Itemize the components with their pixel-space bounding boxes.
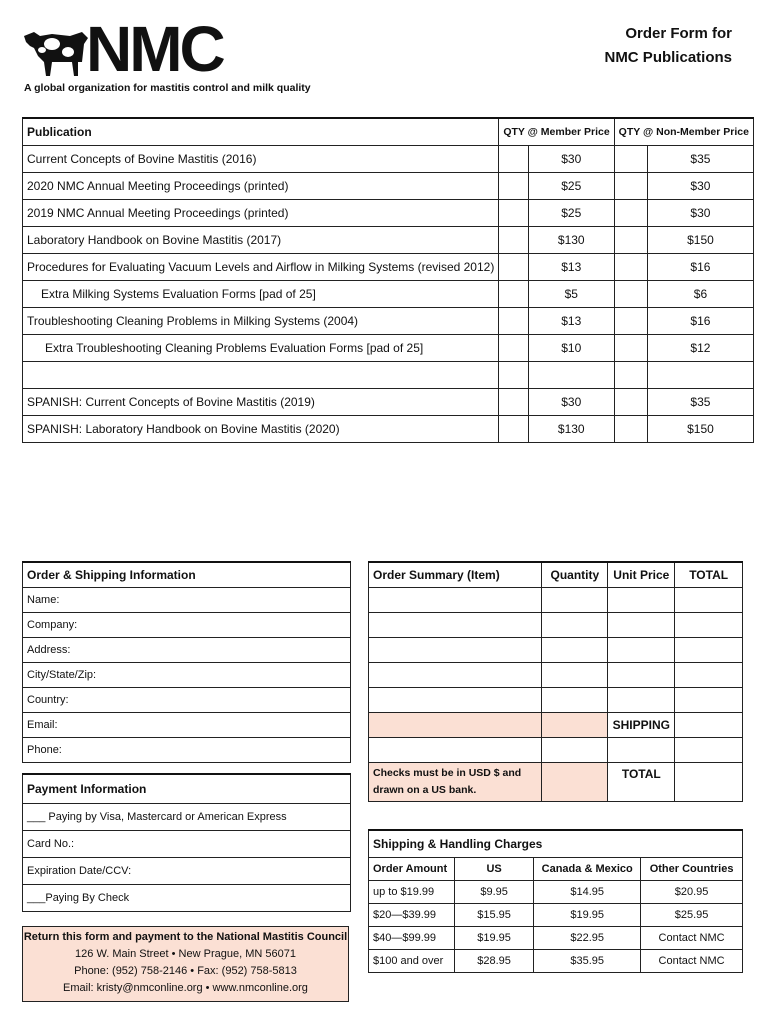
return-info-box: [22, 926, 349, 1002]
title-line-1: Order Form for: [625, 25, 732, 42]
member-price: $13: [528, 308, 614, 335]
publication-name: Current Concepts of Bovine Mastitis (2016): [23, 146, 499, 173]
summary-item-cell[interactable]: [369, 688, 542, 713]
table-row: [369, 904, 743, 927]
phone-field[interactable]: Phone:: [23, 738, 351, 763]
summary-item-cell[interactable]: [369, 588, 542, 613]
table-row: [23, 173, 754, 200]
summary-price-cell[interactable]: [608, 613, 675, 638]
member-price: $130: [528, 416, 614, 443]
nonmember-price: $16: [647, 308, 753, 335]
return-address: 126 W. Main Street • New Prague, MN 56071: [75, 948, 296, 960]
us-rate: $9.95: [454, 881, 533, 904]
nonmember-price: $6: [647, 281, 753, 308]
order-amount: $40—$99.99: [369, 927, 455, 950]
order-amount-header: Order Amount: [369, 858, 455, 881]
publication-name: SPANISH: Current Concepts of Bovine Mastitis (2019): [23, 389, 499, 416]
summary-total-header: TOTAL: [675, 562, 743, 588]
summary-item-cell[interactable]: [369, 738, 542, 763]
summary-total-cell[interactable]: [675, 613, 743, 638]
table-row: [23, 254, 754, 281]
member-qty-input[interactable]: [499, 389, 529, 416]
member-price-header: QTY @ Member Price: [499, 118, 614, 146]
member-qty-input[interactable]: [499, 335, 529, 362]
cow-icon: [22, 22, 92, 80]
page-title: [604, 22, 732, 70]
canada-mexico-rate: $19.95: [534, 904, 641, 927]
nonmember-qty-input[interactable]: [614, 281, 647, 308]
check-payment-option[interactable]: ___Paying By Check: [23, 885, 351, 912]
nonmember-qty-input[interactable]: [614, 389, 647, 416]
nonmember-price: $150: [647, 227, 753, 254]
return-email-web: Email: kristy@nmconline.org • www.nmconline.org: [63, 982, 308, 994]
payment-info-title: Payment Information: [23, 774, 351, 804]
nonmember-qty-input[interactable]: [614, 227, 647, 254]
publication-name: 2019 NMC Annual Meeting Proceedings (printed): [23, 200, 499, 227]
member-qty-input[interactable]: [499, 308, 529, 335]
summary-item-cell[interactable]: [369, 663, 542, 688]
summary-price-cell[interactable]: [608, 738, 675, 763]
city-state-zip-field[interactable]: City/State/Zip:: [23, 663, 351, 688]
summary-item-cell[interactable]: [369, 613, 542, 638]
order-amount: $20—$39.99: [369, 904, 455, 927]
table-row: [23, 308, 754, 335]
member-qty-input[interactable]: [499, 254, 529, 281]
publication-name: Troubleshooting Cleaning Problems in Milking Systems (2004): [23, 308, 499, 335]
nonmember-price: $35: [647, 389, 753, 416]
summary-total-cell[interactable]: [675, 588, 743, 613]
table-row: [23, 281, 754, 308]
other-rate: Contact NMC: [641, 950, 743, 973]
publication-name: Extra Troubleshooting Cleaning Problems Evaluation Forms [pad of 25]: [23, 335, 499, 362]
nonmember-price: $30: [647, 200, 753, 227]
order-summary-table: [368, 561, 743, 802]
nonmember-price: $35: [647, 146, 753, 173]
table-row: [369, 613, 743, 638]
summary-qty-cell[interactable]: [542, 613, 608, 638]
handling-header-row: [369, 858, 743, 881]
total-label: TOTAL: [608, 763, 675, 802]
check-currency-note: Checks must be in USD $ and drawn on a US bank.: [369, 763, 542, 802]
member-price: $30: [528, 389, 614, 416]
publication-name: Procedures for Evaluating Vacuum Levels and Airflow in Milking Systems (revised 2012): [23, 254, 499, 281]
table-row: [369, 881, 743, 904]
summary-item-cell[interactable]: [369, 638, 542, 663]
member-qty-input[interactable]: [499, 200, 529, 227]
email-field[interactable]: Email:: [23, 713, 351, 738]
table-row: [23, 200, 754, 227]
publications-table: [22, 117, 754, 443]
table-row: [23, 389, 754, 416]
nonmember-qty-input[interactable]: [614, 416, 647, 443]
payment-info-table: [22, 773, 351, 912]
member-price: $130: [528, 227, 614, 254]
table-row: [369, 638, 743, 663]
table-row: [369, 663, 743, 688]
publication-name: 2020 NMC Annual Meeting Proceedings (printed): [23, 173, 499, 200]
shipping-info-title: Order & Shipping Information: [23, 562, 351, 588]
member-qty-input[interactable]: [499, 281, 529, 308]
table-row: [23, 362, 754, 389]
publication-name: [23, 362, 499, 389]
summary-price-cell[interactable]: [608, 588, 675, 613]
summary-unit-price-header: Unit Price: [608, 562, 675, 588]
address-field[interactable]: Address:: [23, 638, 351, 663]
order-amount: $100 and over: [369, 950, 455, 973]
table-row: [369, 588, 743, 613]
us-header: US: [454, 858, 533, 881]
table-row: [369, 738, 743, 763]
us-rate: $28.95: [454, 950, 533, 973]
nonmember-qty-input[interactable]: [614, 335, 647, 362]
summary-item-header: Order Summary (Item): [369, 562, 542, 588]
summary-qty-cell[interactable]: [542, 588, 608, 613]
summary-total-cell[interactable]: [675, 663, 743, 688]
summary-total-cell[interactable]: [675, 738, 743, 763]
order-amount: up to $19.99: [369, 881, 455, 904]
expiration-ccv-field[interactable]: Expiration Date/CCV:: [23, 858, 351, 885]
shipping-row: [369, 713, 743, 738]
handling-charges-table: [368, 829, 743, 973]
order-summary-header-row: [369, 562, 743, 588]
shipping-spacer: [542, 713, 608, 738]
member-price: [528, 362, 614, 389]
card-number-field[interactable]: Card No.:: [23, 831, 351, 858]
nonmember-price: $150: [647, 416, 753, 443]
publication-name: SPANISH: Laboratory Handbook on Bovine Mastitis (2020): [23, 416, 499, 443]
other-rate: Contact NMC: [641, 927, 743, 950]
table-row: [23, 146, 754, 173]
summary-qty-cell[interactable]: [542, 688, 608, 713]
summary-qty-cell[interactable]: [542, 638, 608, 663]
total-row: [369, 763, 743, 802]
member-price: $30: [528, 146, 614, 173]
publication-name: Laboratory Handbook on Bovine Mastitis (2017): [23, 227, 499, 254]
country-field[interactable]: Country:: [23, 688, 351, 713]
other-rate: $25.95: [641, 904, 743, 927]
shipping-spacer: [369, 713, 542, 738]
table-row: [23, 416, 754, 443]
total-spacer: [542, 763, 608, 802]
us-rate: $15.95: [454, 904, 533, 927]
table-row: [369, 927, 743, 950]
summary-price-cell[interactable]: [608, 663, 675, 688]
summary-price-cell[interactable]: [608, 688, 675, 713]
grand-total-cell[interactable]: [675, 763, 743, 802]
nonmember-price: [647, 362, 753, 389]
shipping-total-cell[interactable]: [675, 713, 743, 738]
member-price: $5: [528, 281, 614, 308]
return-line-1: Return this form and payment to the National Mastitis Council: [23, 931, 348, 943]
logo-text: NMC: [86, 13, 223, 85]
member-qty-input[interactable]: [499, 173, 529, 200]
nonmember-qty-input[interactable]: [614, 173, 647, 200]
summary-total-cell[interactable]: [675, 638, 743, 663]
member-price: $13: [528, 254, 614, 281]
summary-total-cell[interactable]: [675, 688, 743, 713]
name-field[interactable]: Name:: [23, 588, 351, 613]
member-price: $25: [528, 173, 614, 200]
nonmember-qty-input[interactable]: [614, 254, 647, 281]
nonmember-price-header: QTY @ Non-Member Price: [614, 118, 753, 146]
nonmember-qty-input[interactable]: [614, 200, 647, 227]
company-field[interactable]: Company:: [23, 613, 351, 638]
summary-quantity-header: Quantity: [542, 562, 608, 588]
member-price: $25: [528, 200, 614, 227]
table-row: [23, 227, 754, 254]
handling-title: Shipping & Handling Charges: [369, 830, 743, 858]
summary-qty-cell[interactable]: [542, 738, 608, 763]
publication-header: Publication: [23, 118, 499, 146]
table-row: [23, 335, 754, 362]
publications-header-row: [23, 118, 754, 146]
canada-mexico-header: Canada & Mexico: [534, 858, 641, 881]
summary-price-cell[interactable]: [608, 638, 675, 663]
member-qty-input[interactable]: [499, 146, 529, 173]
nonmember-price: $12: [647, 335, 753, 362]
nmc-logo: [22, 13, 242, 85]
shipping-info-table: [22, 561, 351, 763]
other-countries-header: Other Countries: [641, 858, 743, 881]
member-qty-input[interactable]: [499, 362, 529, 389]
nonmember-price: $16: [647, 254, 753, 281]
table-row: [369, 950, 743, 973]
member-qty-input[interactable]: [499, 227, 529, 254]
tagline: A global organization for mastitis control and milk quality: [24, 82, 311, 94]
canada-mexico-rate: $22.95: [534, 927, 641, 950]
nonmember-price: $30: [647, 173, 753, 200]
return-phone-fax: Phone: (952) 758-2146 • Fax: (952) 758-5813: [74, 965, 297, 977]
canada-mexico-rate: $14.95: [534, 881, 641, 904]
member-qty-input[interactable]: [499, 416, 529, 443]
table-row: [369, 688, 743, 713]
nonmember-qty-input[interactable]: [614, 146, 647, 173]
canada-mexico-rate: $35.95: [534, 950, 641, 973]
other-rate: $20.95: [641, 881, 743, 904]
title-line-2: NMC Publications: [604, 49, 732, 66]
nonmember-qty-input[interactable]: [614, 362, 647, 389]
member-price: $10: [528, 335, 614, 362]
publication-name: Extra Milking Systems Evaluation Forms [pad of 25]: [23, 281, 499, 308]
card-payment-option[interactable]: ___ Paying by Visa, Mastercard or American Express: [23, 804, 351, 831]
shipping-label: SHIPPING: [608, 713, 675, 738]
nonmember-qty-input[interactable]: [614, 308, 647, 335]
us-rate: $19.95: [454, 927, 533, 950]
summary-qty-cell[interactable]: [542, 663, 608, 688]
